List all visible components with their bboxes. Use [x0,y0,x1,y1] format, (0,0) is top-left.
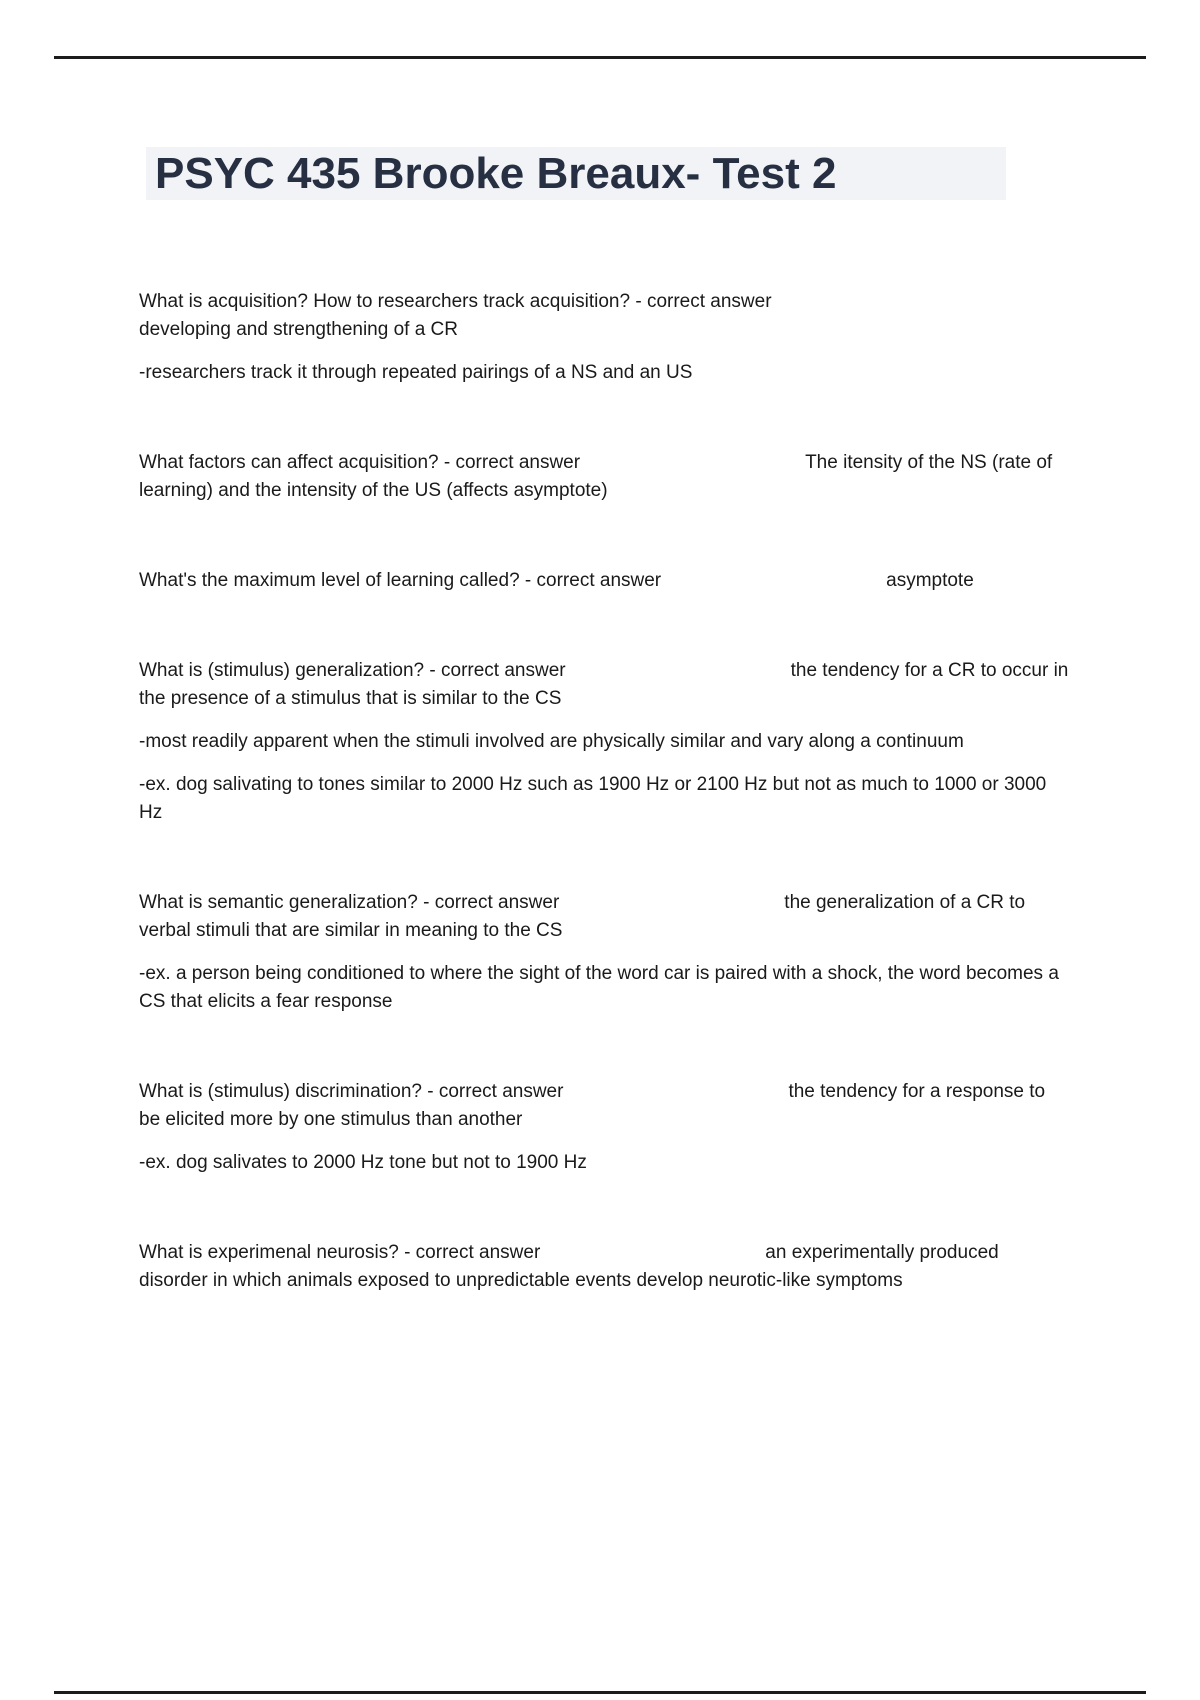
qa-entry [139,449,1069,505]
qa-answer: asymptote [886,570,974,591]
answer-gap-spacer [772,306,997,307]
correct-answer-marker: - correct answer [404,1242,541,1263]
qa-note: -researchers track it through repeated pairings of a NS and an US [139,362,693,383]
answer-gap-spacer [540,1257,765,1258]
qa-answer: The itensity of the NS (rate of learning) and the intensity of the US (affects asymptote) [139,452,1053,501]
qa-question: What is (stimulus) generalization? [139,660,425,681]
qa-block [139,1239,1069,1295]
qa-note: -ex. dog salivates to 2000 Hz tone but not to 1900 Hz [139,1152,587,1173]
answer-gap-spacer [559,907,784,908]
qa-block [139,288,1069,387]
qa-entry [139,1239,1069,1295]
qa-answer: the tendency for a CR to occur in the presence of a stimulus that is similar to the CS [139,660,1069,709]
qa-answer: the generalization of a CR to verbal stimuli that are similar in meaning to the CS [139,892,1026,941]
qa-block [139,1078,1069,1177]
answer-gap-spacer [566,675,791,676]
answer-gap-spacer [661,585,886,586]
top-rule [54,56,1146,59]
qa-entry [139,1078,1069,1134]
qa-answer: the tendency for a response to be elicited more by one stimulus than another [139,1081,1046,1130]
correct-answer-marker: - correct answer [427,1081,564,1102]
correct-answer-marker: - correct answer [429,660,566,681]
correct-answer-marker: - correct answer [635,291,772,312]
qa-note: -ex. dog salivating to tones similar to 2000 Hz such as 1900 Hz or 2100 Hz but not as much to 1000 or 3000 Hz [139,774,1047,823]
qa-note: -ex. a person being conditioned to where the sight of the word car is paired with a shock, the word becomes a CS that elicits a fear response [139,963,1059,1012]
qa-question: What's the maximum level of learning called? [139,570,520,591]
qa-entry [139,889,1069,945]
qa-block [139,567,1069,595]
qa-question: What is experimenal neurosis? [139,1242,399,1263]
qa-block [139,657,1069,827]
bottom-rule [54,1691,1146,1694]
qa-content [139,288,1069,1295]
correct-answer-marker: - correct answer [443,452,581,473]
qa-answer: an experimentally produced disorder in which animals exposed to unpredictable events develop neurotic-like symptoms [139,1242,999,1291]
qa-question: What is (stimulus) discrimination? [139,1081,422,1102]
title-highlight-bar [146,147,1006,200]
qa-question: What is semantic generalization? [139,892,418,913]
qa-question: What factors can affect acquisition? [139,452,439,473]
qa-entry [139,657,1069,713]
qa-block [139,889,1069,1016]
page-title: PSYC 435 Brooke Breaux- Test 2 [155,148,837,198]
qa-answer: developing and strengthening of a CR [139,319,459,340]
qa-entry [139,288,1069,344]
correct-answer-marker: - correct answer [423,892,560,913]
qa-note: -most readily apparent when the stimuli involved are physically similar and vary along a continuum [139,731,964,752]
answer-gap-spacer [563,1096,788,1097]
qa-question: What is acquisition? How to researchers track acquisition? [139,291,631,312]
qa-entry [139,567,1069,595]
qa-block [139,449,1069,505]
correct-answer-marker: - correct answer [524,570,662,591]
answer-gap-spacer [580,467,805,468]
